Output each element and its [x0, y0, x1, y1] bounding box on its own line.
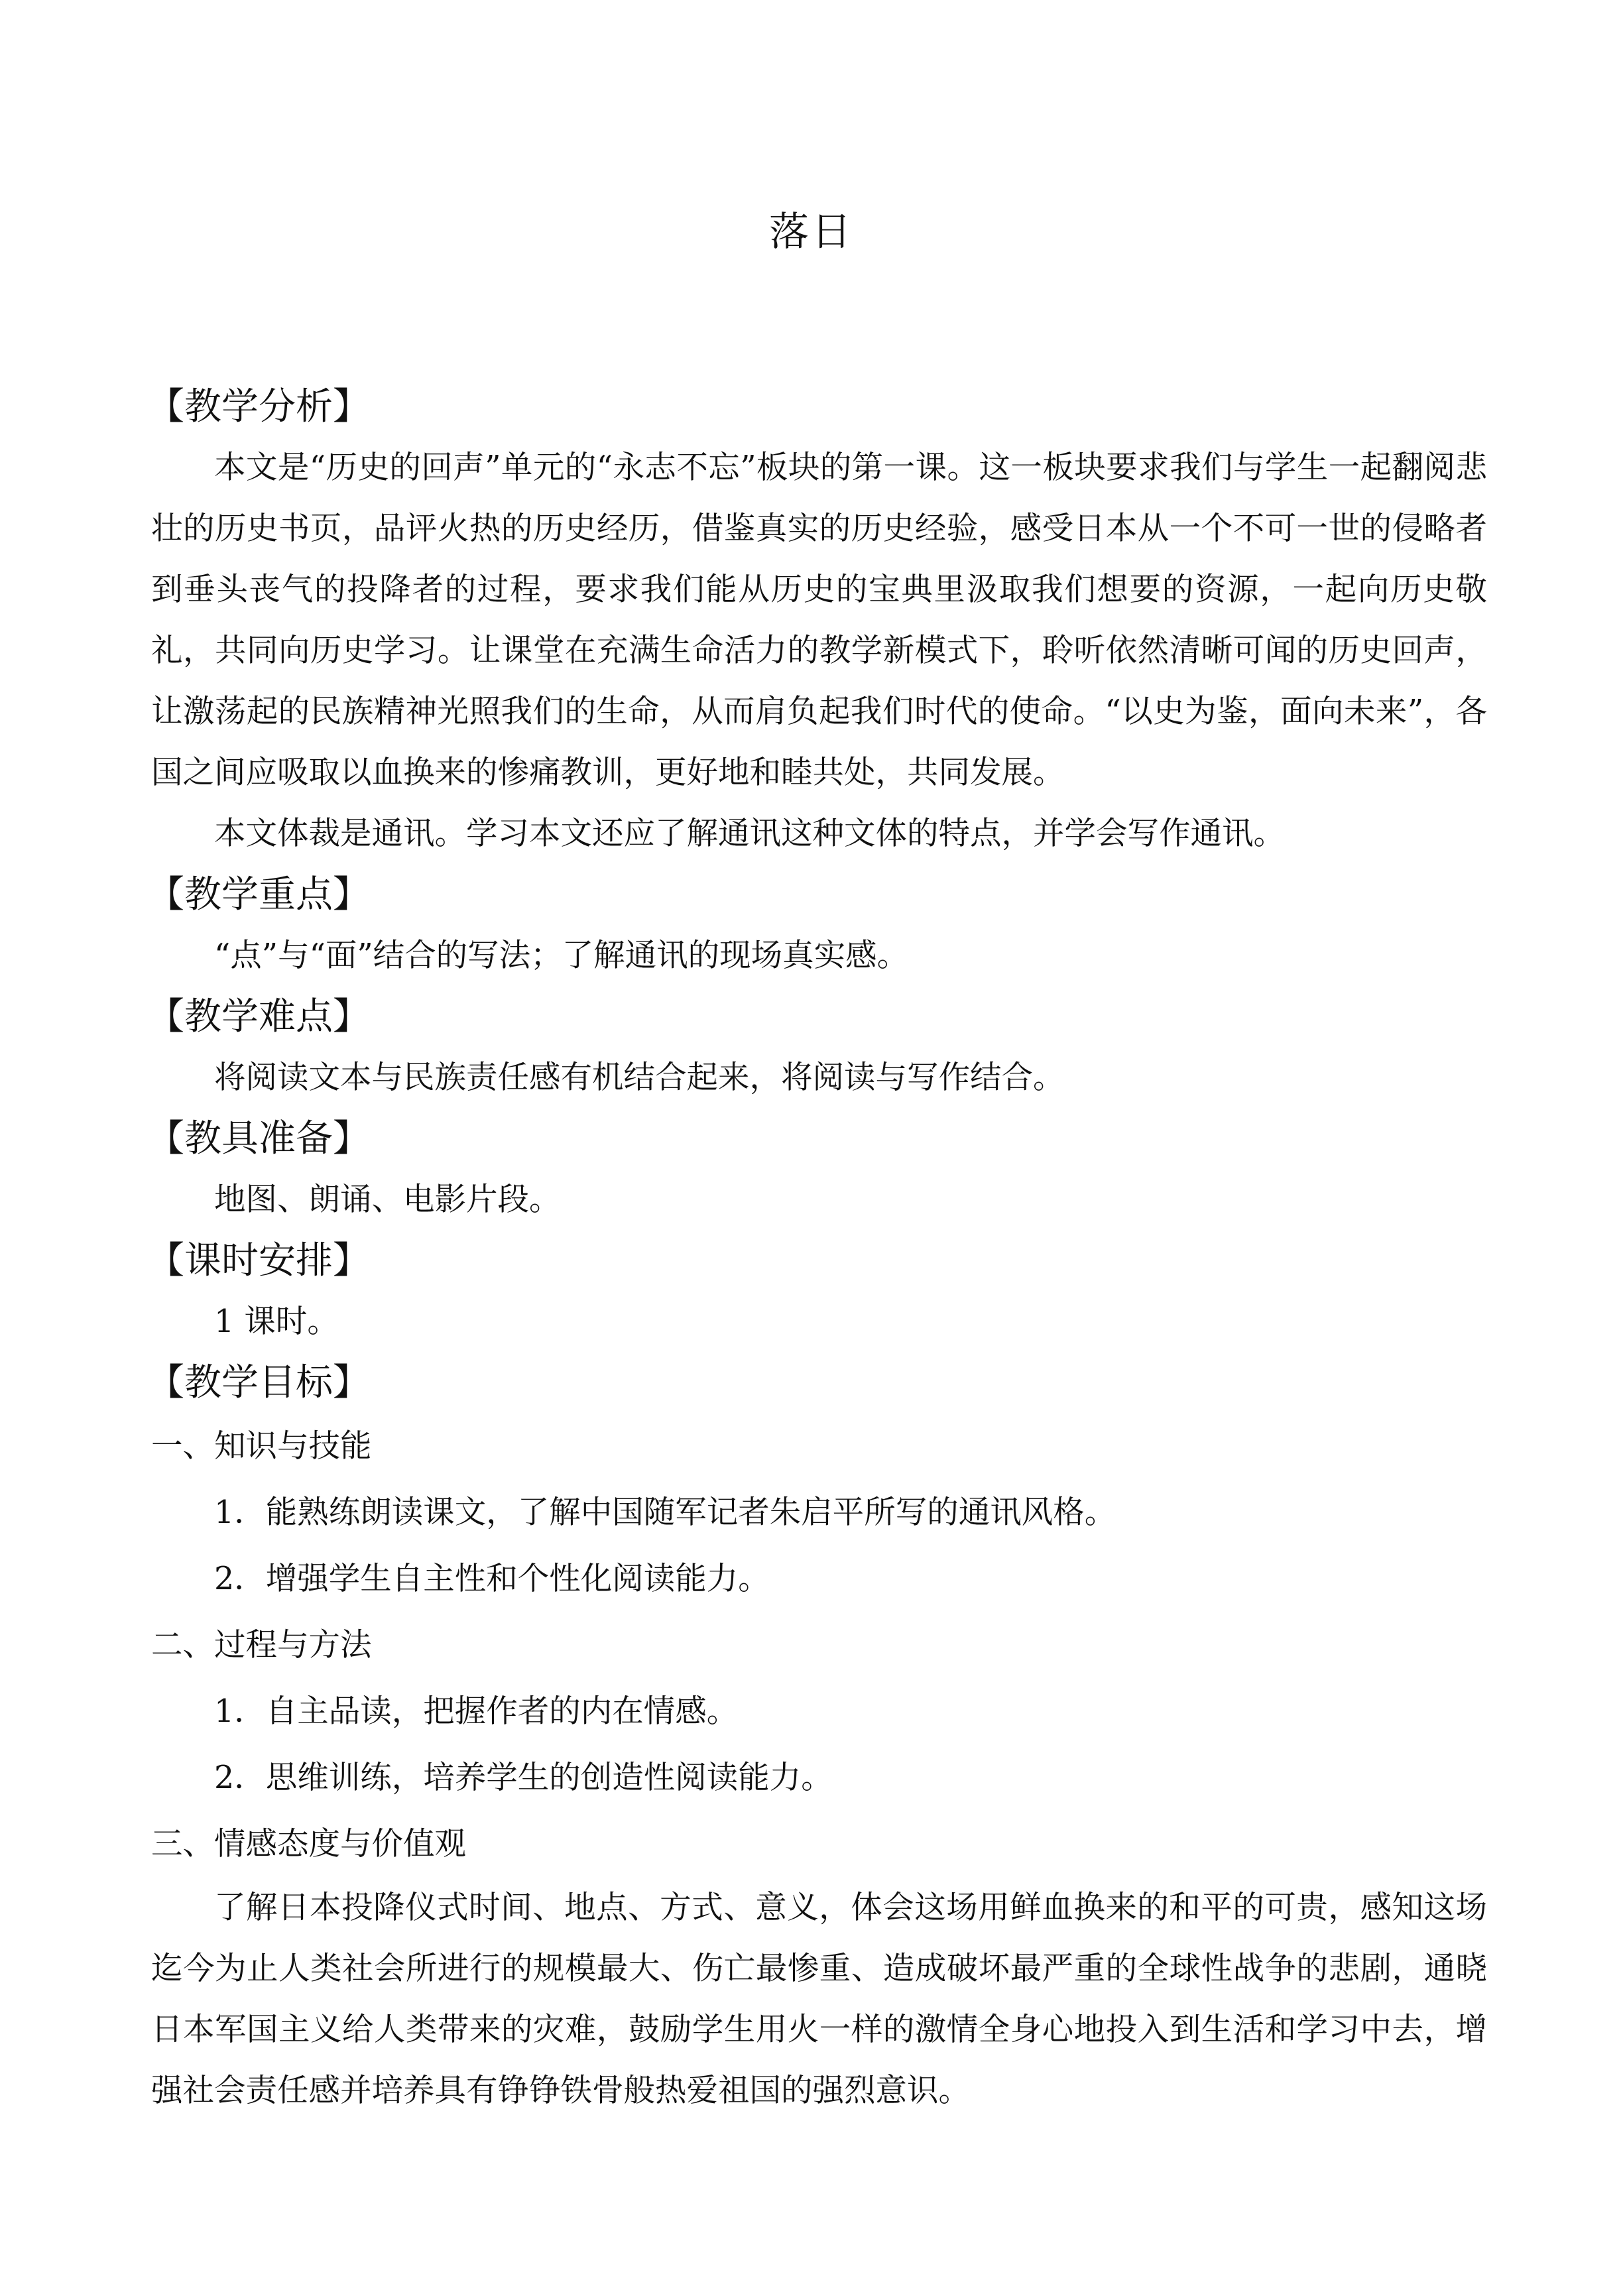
objectives-group-3-paragraph: 了解日本投降仪式时间、地点、方式、意义，体会这场用鲜血换来的和平的可贵，感知这场迄今为止人类社会所进行的规模最大、伤亡最惨重、造成破坏最严重的全球性战争的悲剧，通晓日本军国主义给人类带来的灾难，鼓励学生用火一样的激情全身心地投入到生活和学习中去，增强社会责任感并培养具有铮铮铁骨般热爱祖国的强烈意识。 [151, 1890, 1487, 2109]
objectives-group-1-item-1: 1．能熟练朗读课文，了解中国随军记者朱启平所写的通讯风格。 [214, 1494, 1116, 1531]
objectives-group-1-item-2: 2．增强学生自主性和个性化阅读能力。 [214, 1561, 770, 1597]
analysis-paragraph-2: 本文体裁是通讯。学习本文还应了解通讯这种文体的特点，并学会写作通讯。 [214, 816, 1285, 852]
analysis-paragraph-1: 本文是“历史的回声”单元的“永志不忘”板块的第一课。这一板块要求我们与学生一起翻阅悲壮的历史书页，品评火热的历史经历，借鉴真实的历史经验，感受日本从一个不可一世的侵略者到垂头丧气的投降者的过程，要求我们能从历史的宝典里汲取我们想要的资源，一起向历史敬礼，共同向历史学习。让课堂在充满生命活力的教学新模式下，聆听依然清晰可闻的历史回声，让激荡起的民族精神光照我们的生命，从而肩负起我们时代的使命。“以史为鉴，面向未来”，各国之间应吸取以血换来的惨痛教训，更好地和睦共处，共同发展。 [151, 450, 1487, 791]
section-heading-key-points: 【教学重点】 [147, 873, 370, 916]
materials-text: 地图、朗诵、电影片段。 [214, 1181, 561, 1218]
objectives-group-3-label: 三、情感态度与价值观 [151, 1826, 466, 1862]
section-heading-difficulties: 【教学难点】 [147, 995, 370, 1038]
objectives-group-2-item-1: 1．自主品读，把握作者的内在情感。 [214, 1693, 739, 1730]
section-heading-schedule: 【课时安排】 [147, 1239, 370, 1282]
section-heading-analysis: 【教学分析】 [147, 385, 370, 428]
section-heading-objectives: 【教学目标】 [147, 1361, 370, 1404]
key-points-text: “点”与“面”结合的写法；了解通讯的现场真实感。 [214, 937, 909, 974]
document-title: 落日 [769, 209, 854, 255]
section-heading-materials: 【教具准备】 [147, 1117, 370, 1160]
document-body [147, 377, 1487, 2122]
difficulties-text: 将阅读文本与民族责任感有机结合起来，将阅读与写作结合。 [214, 1059, 1065, 1096]
objectives-group-2-item-2: 2．思维训练，培养学生的创造性阅读能力。 [214, 1760, 833, 1796]
objectives-group-1-label: 一、知识与技能 [151, 1428, 372, 1465]
schedule-text: 1 课时。 [214, 1303, 339, 1340]
objectives-group-2-label: 二、过程与方法 [151, 1627, 372, 1663]
